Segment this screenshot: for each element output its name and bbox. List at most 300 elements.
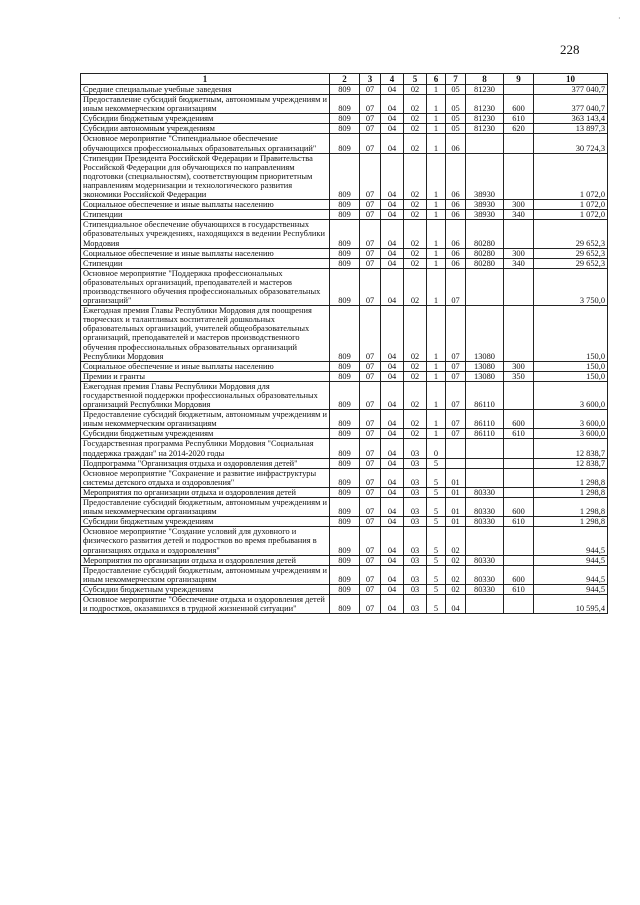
col-6-cell: 1	[427, 95, 446, 114]
col-8-cell: 81230	[466, 124, 504, 134]
col-2-cell: 809	[330, 487, 360, 497]
col-9-cell: 610	[504, 517, 534, 527]
table-row	[81, 210, 608, 220]
table-row	[81, 268, 608, 305]
col-2-cell: 809	[330, 95, 360, 114]
col-4-cell: 04	[381, 594, 404, 613]
col-8-cell: 80330	[466, 487, 504, 497]
col-7-cell: 07	[446, 361, 466, 371]
row-name-cell: Социальное обеспечение и иные выплаты населению	[81, 361, 330, 371]
col-8-cell: 38930	[466, 153, 504, 199]
row-name-cell: Социальное обеспечение и иные выплаты населению	[81, 248, 330, 258]
row-name-cell: Ежегодная премия Главы Республики Мордовия для поощрения творческих и талантливых воспитателей дошкольных образовательных организаций, учителей общеобразовательных организаций, преподавателей и мастеров производственного обучения профессиональных образовательных организаций Республики Мордовия	[81, 306, 330, 362]
col-8-cell: 80330	[466, 517, 504, 527]
col-6-cell: 1	[427, 200, 446, 210]
col-4-cell: 04	[381, 381, 404, 409]
col-4-cell: 04	[381, 429, 404, 439]
col-6-cell: 5	[427, 594, 446, 613]
col-2-cell: 809	[330, 220, 360, 248]
col-4-cell: 04	[381, 361, 404, 371]
col-7-cell: 06	[446, 153, 466, 199]
table-row	[81, 85, 608, 95]
col-6-cell: 5	[427, 584, 446, 594]
col-3-cell: 07	[360, 361, 381, 371]
col-7-cell: 02	[446, 565, 466, 584]
col-9-cell: 340	[504, 210, 534, 220]
col-4-cell: 04	[381, 584, 404, 594]
col-4-cell: 04	[381, 248, 404, 258]
col-3-cell: 07	[360, 210, 381, 220]
column-header: 10	[534, 74, 608, 85]
col-4-cell: 04	[381, 371, 404, 381]
col-2-cell: 809	[330, 498, 360, 517]
col-9-cell: 340	[504, 258, 534, 268]
col-3-cell: 07	[360, 555, 381, 565]
amount-cell: 944,5	[534, 555, 608, 565]
row-name-cell: Субсидии бюджетным учреждениям	[81, 114, 330, 124]
row-name-cell: Субсидии бюджетным учреждениям	[81, 584, 330, 594]
col-8-cell: 80330	[466, 584, 504, 594]
table-row	[81, 258, 608, 268]
col-2-cell: 809	[330, 468, 360, 487]
col-7-cell: 07	[446, 410, 466, 429]
amount-cell: 29 652,3	[534, 258, 608, 268]
col-6-cell: 5	[427, 555, 446, 565]
col-4-cell: 04	[381, 114, 404, 124]
col-8-cell: 86110	[466, 381, 504, 409]
col-3-cell: 07	[360, 200, 381, 210]
col-7-cell: 05	[446, 85, 466, 95]
amount-cell: 1 072,0	[534, 153, 608, 199]
col-4-cell: 04	[381, 555, 404, 565]
row-name-cell: Предоставление субсидий бюджетным, автономным учреждениям и иным некоммерческим организациям	[81, 565, 330, 584]
col-2-cell: 809	[330, 527, 360, 555]
table-row	[81, 555, 608, 565]
col-9-cell	[504, 381, 534, 409]
col-5-cell: 03	[404, 458, 427, 468]
col-7-cell: 06	[446, 258, 466, 268]
col-6-cell: 5	[427, 458, 446, 468]
col-2-cell: 809	[330, 381, 360, 409]
col-8-cell	[466, 458, 504, 468]
column-header: 6	[427, 74, 446, 85]
amount-cell: 1 298,8	[534, 468, 608, 487]
column-header: 4	[381, 74, 404, 85]
amount-cell: 1 298,8	[534, 517, 608, 527]
table-row	[81, 498, 608, 517]
col-2-cell: 809	[330, 594, 360, 613]
column-header: 1	[81, 74, 330, 85]
col-9-cell	[504, 555, 534, 565]
col-5-cell: 02	[404, 371, 427, 381]
corner-mark: ·	[618, 14, 621, 23]
table-row	[81, 124, 608, 134]
amount-cell: 944,5	[534, 565, 608, 584]
col-4-cell: 04	[381, 200, 404, 210]
row-name-cell: Стипендии	[81, 210, 330, 220]
col-4-cell: 04	[381, 517, 404, 527]
col-5-cell: 03	[404, 468, 427, 487]
col-6-cell: 5	[427, 565, 446, 584]
amount-cell: 150,0	[534, 361, 608, 371]
col-5-cell: 02	[404, 134, 427, 153]
col-2-cell: 809	[330, 248, 360, 258]
amount-cell: 3 600,0	[534, 381, 608, 409]
table-row	[81, 220, 608, 248]
col-9-cell: 610	[504, 429, 534, 439]
col-9-cell	[504, 134, 534, 153]
col-2-cell: 809	[330, 124, 360, 134]
col-5-cell: 02	[404, 220, 427, 248]
column-header: 5	[404, 74, 427, 85]
table-row	[81, 248, 608, 258]
col-3-cell: 07	[360, 95, 381, 114]
col-3-cell: 07	[360, 527, 381, 555]
col-4-cell: 04	[381, 527, 404, 555]
col-7-cell: 01	[446, 498, 466, 517]
col-7-cell: 05	[446, 124, 466, 134]
col-3-cell: 07	[360, 114, 381, 124]
col-9-cell	[504, 468, 534, 487]
col-8-cell: 80280	[466, 248, 504, 258]
amount-cell: 363 143,4	[534, 114, 608, 124]
row-name-cell: Предоставление субсидий бюджетным, автономным учреждениям и иным некоммерческим организациям	[81, 410, 330, 429]
row-name-cell: Основное мероприятие "Стипендиальное обеспечение обучающихся профессиональных образовательных организаций"	[81, 134, 330, 153]
col-2-cell: 809	[330, 85, 360, 95]
col-8-cell: 80330	[466, 555, 504, 565]
col-5-cell: 02	[404, 114, 427, 124]
col-6-cell: 1	[427, 381, 446, 409]
row-name-cell: Премии и гранты	[81, 371, 330, 381]
row-name-cell: Стипендии Президента Российской Федерации и Правительства Российской Федерации для обучающихся по направлениям подготовки (специальностям), соответствующим приоритетным направлениям модернизации и технологического развития экономики Российской Федерации	[81, 153, 330, 199]
row-name-cell: Предоставление субсидий бюджетным, автономным учреждениям и иным некоммерческим организациям	[81, 95, 330, 114]
col-5-cell: 02	[404, 361, 427, 371]
col-5-cell: 03	[404, 487, 427, 497]
col-9-cell: 300	[504, 248, 534, 258]
col-4-cell: 04	[381, 153, 404, 199]
amount-cell: 377 040,7	[534, 85, 608, 95]
header-row	[81, 74, 608, 85]
col-6-cell: 5	[427, 527, 446, 555]
col-3-cell: 07	[360, 306, 381, 362]
table-row	[81, 410, 608, 429]
col-2-cell: 809	[330, 306, 360, 362]
col-6-cell: 5	[427, 487, 446, 497]
column-header: 3	[360, 74, 381, 85]
col-8-cell	[466, 594, 504, 613]
table-row	[81, 527, 608, 555]
row-name-cell: Государственная программа Республики Мордовия "Социальная поддержка граждан" на 2014-2020 годы	[81, 439, 330, 458]
col-2-cell: 809	[330, 371, 360, 381]
amount-cell: 1 298,8	[534, 487, 608, 497]
col-2-cell: 809	[330, 153, 360, 199]
col-8-cell: 86110	[466, 429, 504, 439]
col-5-cell: 03	[404, 498, 427, 517]
col-5-cell: 03	[404, 527, 427, 555]
col-6-cell: 1	[427, 258, 446, 268]
col-4-cell: 04	[381, 439, 404, 458]
col-9-cell	[504, 594, 534, 613]
col-7-cell: 05	[446, 95, 466, 114]
col-6-cell: 1	[427, 114, 446, 124]
col-5-cell: 02	[404, 153, 427, 199]
col-3-cell: 07	[360, 487, 381, 497]
col-3-cell: 07	[360, 248, 381, 258]
col-4-cell: 04	[381, 306, 404, 362]
col-5-cell: 02	[404, 248, 427, 258]
col-7-cell: 04	[446, 594, 466, 613]
col-9-cell: 620	[504, 124, 534, 134]
col-5-cell: 03	[404, 565, 427, 584]
col-9-cell	[504, 220, 534, 248]
col-9-cell: 600	[504, 410, 534, 429]
col-4-cell: 04	[381, 220, 404, 248]
col-5-cell: 03	[404, 594, 427, 613]
amount-cell: 377 040,7	[534, 95, 608, 114]
table-row	[81, 153, 608, 199]
col-2-cell: 809	[330, 200, 360, 210]
col-5-cell: 02	[404, 124, 427, 134]
col-7-cell: 05	[446, 114, 466, 124]
table-row	[81, 114, 608, 124]
col-8-cell: 81230	[466, 95, 504, 114]
column-header: 2	[330, 74, 360, 85]
col-9-cell: 350	[504, 371, 534, 381]
table-row	[81, 306, 608, 362]
table-row	[81, 429, 608, 439]
col-8-cell: 81230	[466, 85, 504, 95]
col-3-cell: 07	[360, 429, 381, 439]
col-9-cell	[504, 268, 534, 305]
col-6-cell: 1	[427, 268, 446, 305]
col-2-cell: 809	[330, 268, 360, 305]
col-2-cell: 809	[330, 134, 360, 153]
col-3-cell: 07	[360, 124, 381, 134]
col-8-cell: 80280	[466, 220, 504, 248]
col-7-cell: 06	[446, 200, 466, 210]
col-3-cell: 07	[360, 594, 381, 613]
row-name-cell: Основное мероприятие "Обеспечение отдыха и оздоровления детей и подростков, оказавшихся в трудной жизненной ситуации"	[81, 594, 330, 613]
col-2-cell: 809	[330, 517, 360, 527]
table-row	[81, 584, 608, 594]
col-6-cell: 5	[427, 468, 446, 487]
amount-cell: 30 724,3	[534, 134, 608, 153]
col-9-cell	[504, 85, 534, 95]
col-9-cell: 300	[504, 200, 534, 210]
table-row	[81, 458, 608, 468]
table-row	[81, 487, 608, 497]
amount-cell: 1 072,0	[534, 210, 608, 220]
amount-cell: 3 750,0	[534, 268, 608, 305]
col-4-cell: 04	[381, 410, 404, 429]
col-3-cell: 07	[360, 85, 381, 95]
page-number: 228	[560, 42, 580, 57]
amount-cell: 12 838,7	[534, 458, 608, 468]
col-7-cell	[446, 439, 466, 458]
col-4-cell: 04	[381, 487, 404, 497]
col-7-cell: 02	[446, 527, 466, 555]
table-row	[81, 381, 608, 409]
col-8-cell: 80280	[466, 258, 504, 268]
col-7-cell: 07	[446, 429, 466, 439]
col-2-cell: 809	[330, 555, 360, 565]
col-6-cell: 1	[427, 134, 446, 153]
col-2-cell: 809	[330, 410, 360, 429]
row-name-cell: Предоставление субсидий бюджетным, автономным учреждениям и иным некоммерческим организациям	[81, 498, 330, 517]
col-3-cell: 07	[360, 371, 381, 381]
amount-cell: 1 298,8	[534, 498, 608, 517]
col-2-cell: 809	[330, 458, 360, 468]
col-3-cell: 07	[360, 268, 381, 305]
col-4-cell: 04	[381, 258, 404, 268]
col-7-cell: 06	[446, 220, 466, 248]
col-9-cell	[504, 153, 534, 199]
col-8-cell: 80330	[466, 565, 504, 584]
table-row	[81, 565, 608, 584]
col-7-cell: 06	[446, 134, 466, 153]
row-name-cell: Стипендиальное обеспечение обучающихся в государственных образовательных учреждениях, находящихся в ведении Республики Мордовия	[81, 220, 330, 248]
col-8-cell: 86110	[466, 410, 504, 429]
col-8-cell	[466, 134, 504, 153]
table-row	[81, 134, 608, 153]
col-6-cell: 1	[427, 153, 446, 199]
column-header: 7	[446, 74, 466, 85]
amount-cell: 944,5	[534, 527, 608, 555]
col-3-cell: 07	[360, 439, 381, 458]
col-5-cell: 02	[404, 381, 427, 409]
col-4-cell: 04	[381, 210, 404, 220]
col-6-cell: 0	[427, 439, 446, 458]
col-6-cell: 1	[427, 306, 446, 362]
col-4-cell: 04	[381, 95, 404, 114]
col-2-cell: 809	[330, 584, 360, 594]
col-9-cell: 600	[504, 565, 534, 584]
row-name-cell: Средние специальные учебные заведения	[81, 85, 330, 95]
amount-cell: 150,0	[534, 371, 608, 381]
col-8-cell	[466, 468, 504, 487]
col-3-cell: 07	[360, 258, 381, 268]
col-6-cell: 1	[427, 410, 446, 429]
col-3-cell: 07	[360, 410, 381, 429]
row-name-cell: Субсидии автономным учреждениям	[81, 124, 330, 134]
col-9-cell	[504, 439, 534, 458]
col-7-cell: 01	[446, 468, 466, 487]
col-3-cell: 07	[360, 517, 381, 527]
table-body	[81, 85, 608, 614]
table-row	[81, 371, 608, 381]
amount-cell: 150,0	[534, 306, 608, 362]
row-name-cell: Мероприятия по организации отдыха и оздоровления детей	[81, 487, 330, 497]
col-7-cell: 07	[446, 371, 466, 381]
col-7-cell: 06	[446, 248, 466, 258]
column-header: 8	[466, 74, 504, 85]
col-6-cell: 1	[427, 248, 446, 258]
col-3-cell: 07	[360, 468, 381, 487]
col-6-cell: 5	[427, 517, 446, 527]
col-9-cell: 610	[504, 584, 534, 594]
col-4-cell: 04	[381, 498, 404, 517]
col-4-cell: 04	[381, 468, 404, 487]
col-8-cell	[466, 527, 504, 555]
col-2-cell: 809	[330, 439, 360, 458]
col-2-cell: 809	[330, 429, 360, 439]
table-row	[81, 439, 608, 458]
col-9-cell	[504, 306, 534, 362]
col-5-cell: 02	[404, 306, 427, 362]
col-9-cell: 300	[504, 361, 534, 371]
amount-cell: 3 600,0	[534, 429, 608, 439]
col-5-cell: 02	[404, 258, 427, 268]
col-8-cell: 38930	[466, 210, 504, 220]
col-8-cell: 81230	[466, 114, 504, 124]
col-5-cell: 02	[404, 210, 427, 220]
col-2-cell: 809	[330, 361, 360, 371]
col-6-cell: 1	[427, 361, 446, 371]
amount-cell: 12 838,7	[534, 439, 608, 458]
amount-cell: 10 595,4	[534, 594, 608, 613]
row-name-cell: Субсидии бюджетным учреждениям	[81, 429, 330, 439]
col-4-cell: 04	[381, 124, 404, 134]
col-3-cell: 07	[360, 153, 381, 199]
col-6-cell: 1	[427, 210, 446, 220]
col-3-cell: 07	[360, 565, 381, 584]
amount-cell: 13 897,3	[534, 124, 608, 134]
col-9-cell	[504, 487, 534, 497]
col-3-cell: 07	[360, 584, 381, 594]
col-8-cell	[466, 439, 504, 458]
col-7-cell: 02	[446, 584, 466, 594]
col-9-cell: 610	[504, 114, 534, 124]
column-header: 9	[504, 74, 534, 85]
row-name-cell: Основное мероприятие "Сохранение и развитие инфраструктуры системы детского отдыха и оздоровления"	[81, 468, 330, 487]
col-3-cell: 07	[360, 381, 381, 409]
col-3-cell: 07	[360, 458, 381, 468]
col-3-cell: 07	[360, 498, 381, 517]
table-row	[81, 468, 608, 487]
table-row	[81, 517, 608, 527]
col-9-cell: 600	[504, 95, 534, 114]
col-7-cell: 07	[446, 306, 466, 362]
table-row	[81, 594, 608, 613]
col-7-cell: 01	[446, 517, 466, 527]
col-7-cell: 01	[446, 487, 466, 497]
col-5-cell: 03	[404, 439, 427, 458]
col-5-cell: 02	[404, 95, 427, 114]
row-name-cell: Основное мероприятие "Поддержка профессиональных образовательных организаций, преподавателей и мастеров производственного обучения профессиональных образовательных организаций"	[81, 268, 330, 305]
col-9-cell: 600	[504, 498, 534, 517]
col-5-cell: 02	[404, 268, 427, 305]
table-row	[81, 361, 608, 371]
row-name-cell: Ежегодная премия Главы Республики Мордовия для государственной поддержки профессиональных образовательных организаций Республики Мордовия	[81, 381, 330, 409]
col-6-cell: 5	[427, 498, 446, 517]
col-7-cell: 06	[446, 210, 466, 220]
col-8-cell: 13080	[466, 361, 504, 371]
col-6-cell: 1	[427, 220, 446, 248]
row-name-cell: Основное мероприятие "Создание условий для духовного и физического развития детей и подростков во время пребывания в организациях отдыха и оздоровления"	[81, 527, 330, 555]
col-6-cell: 1	[427, 429, 446, 439]
budget-table	[80, 73, 608, 614]
amount-cell: 944,5	[534, 584, 608, 594]
col-5-cell: 03	[404, 517, 427, 527]
col-8-cell: 13080	[466, 306, 504, 362]
col-6-cell: 1	[427, 124, 446, 134]
col-9-cell	[504, 527, 534, 555]
col-2-cell: 809	[330, 565, 360, 584]
col-5-cell: 02	[404, 410, 427, 429]
col-8-cell: 38930	[466, 200, 504, 210]
col-5-cell: 03	[404, 584, 427, 594]
col-5-cell: 02	[404, 200, 427, 210]
